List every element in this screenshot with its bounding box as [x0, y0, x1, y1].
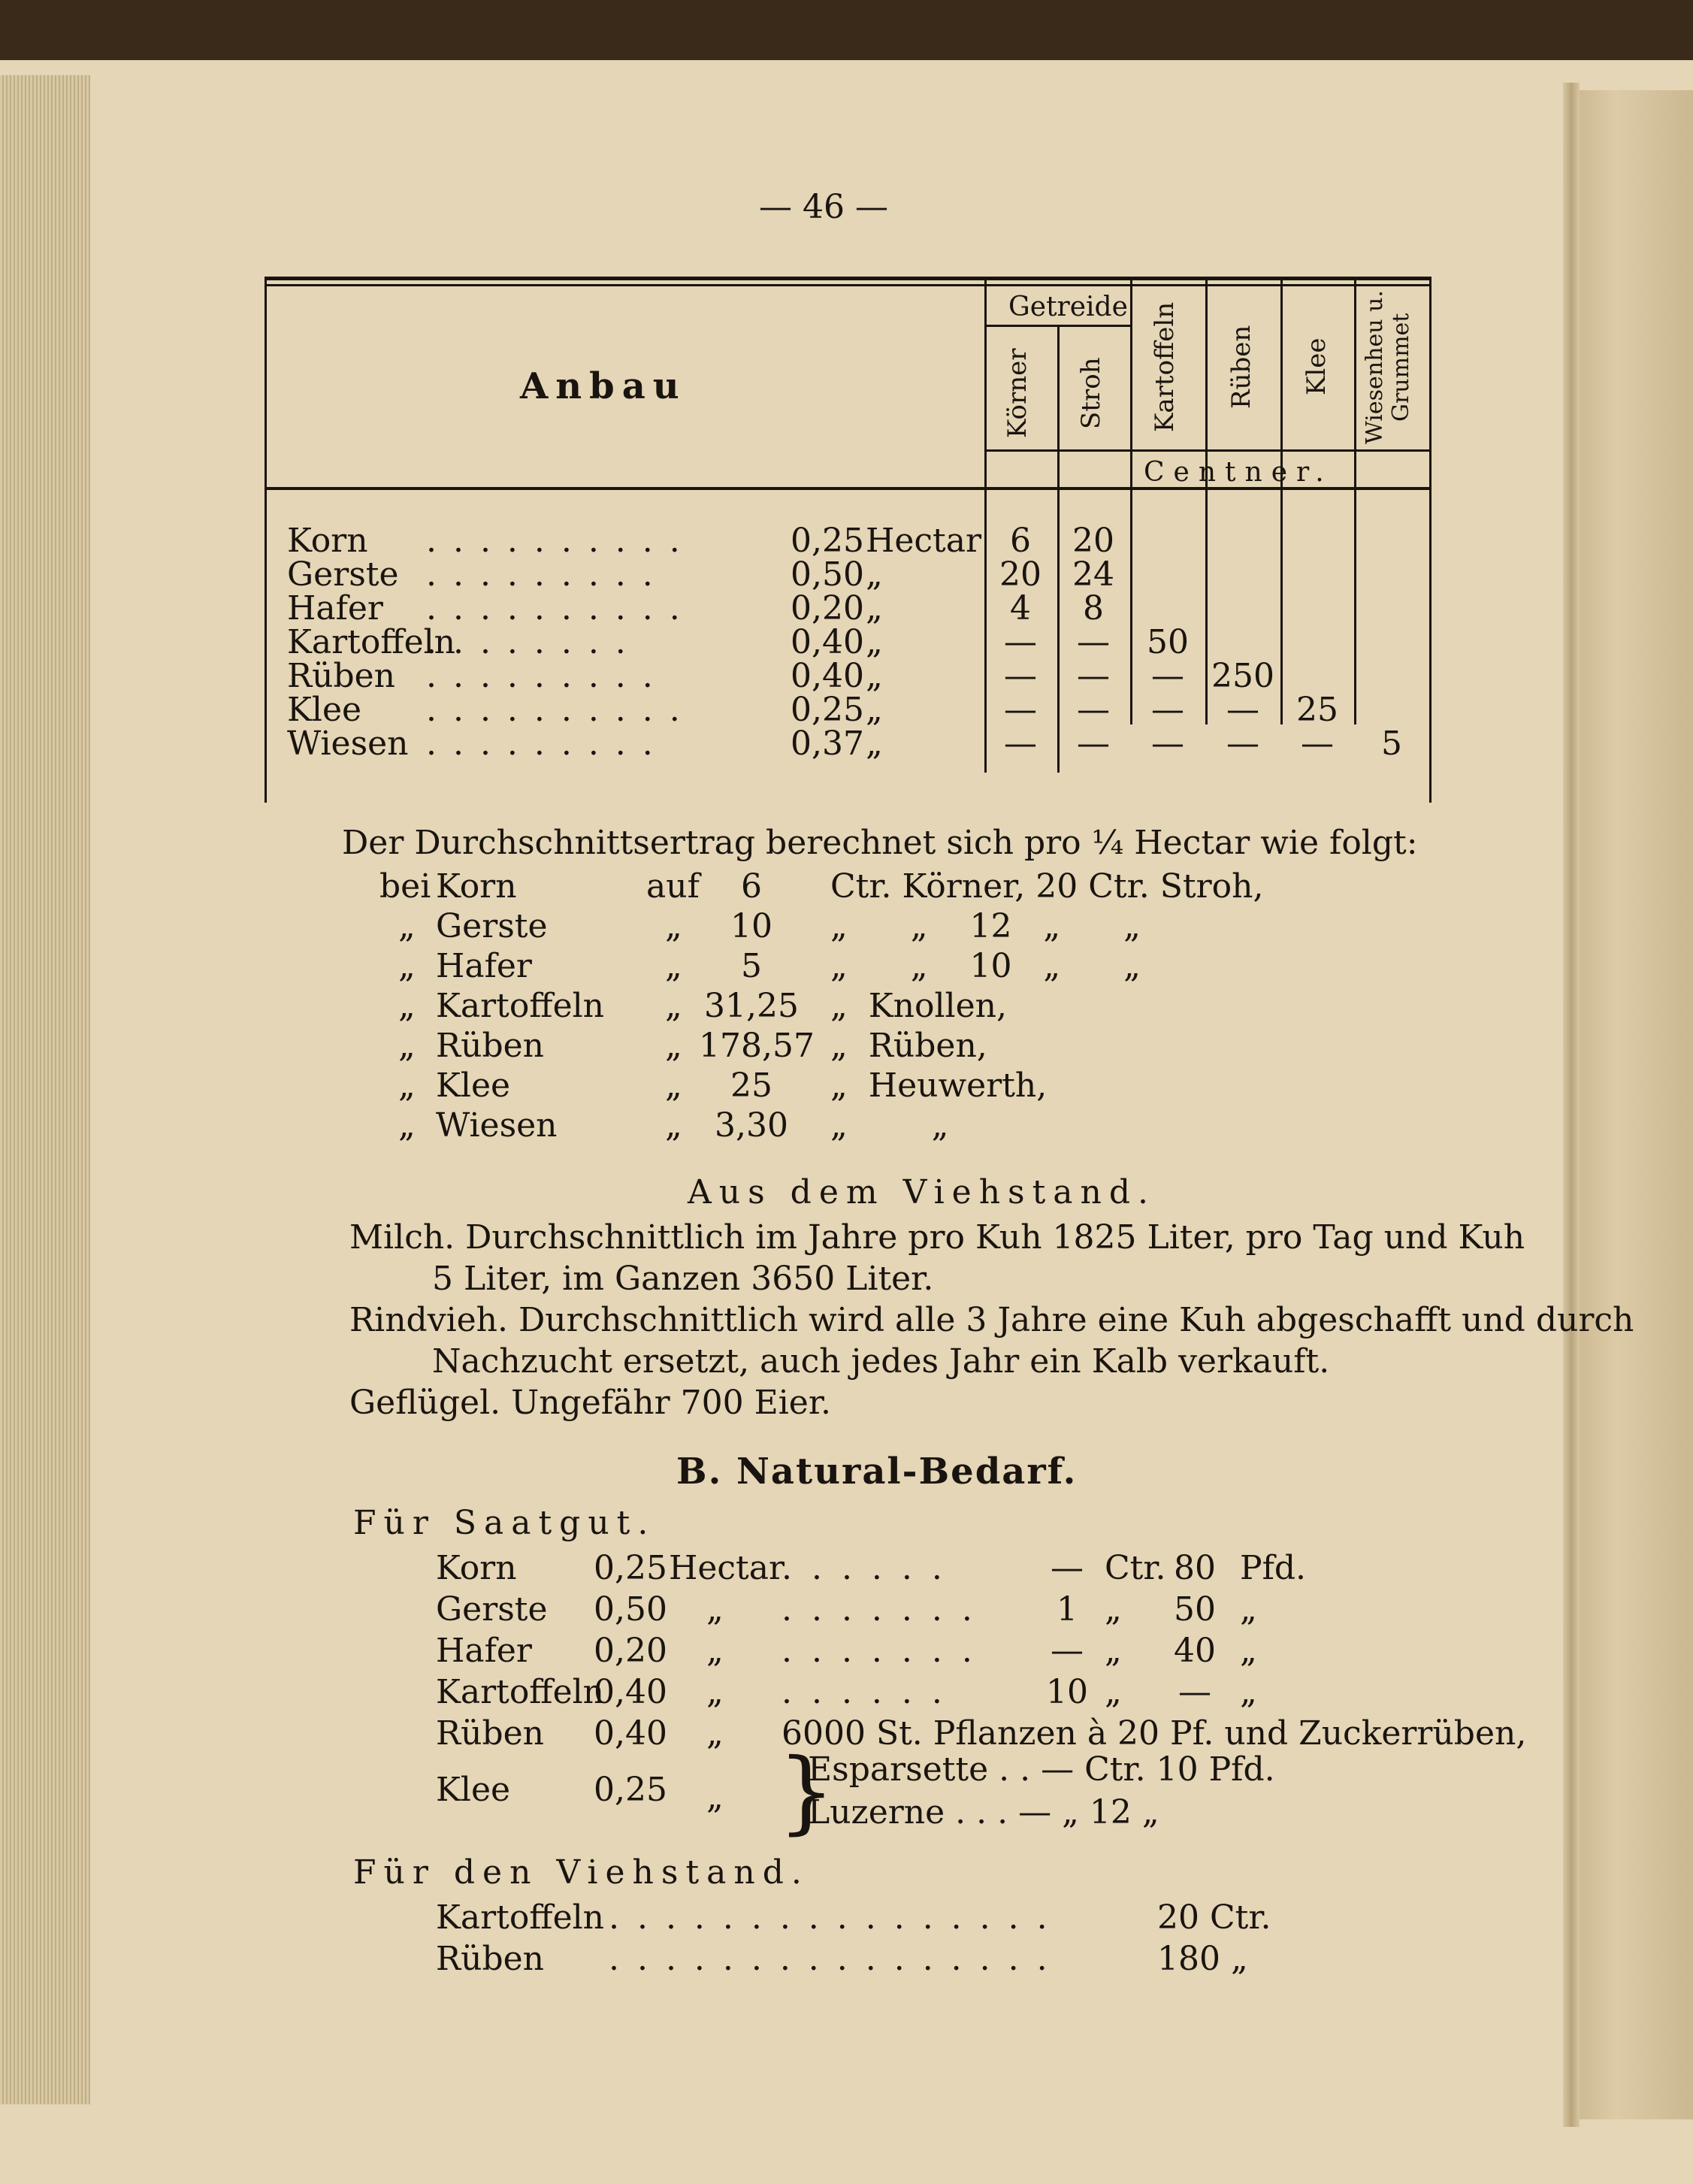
table-cell: 8	[1083, 589, 1104, 628]
avg-crop: Gerste	[436, 907, 548, 945]
avg-rest: „ „	[830, 1106, 949, 1145]
table-cell: 20	[1072, 522, 1114, 560]
table-cell: 24	[1072, 555, 1114, 594]
saatgut-heading: Für Saatgut.	[353, 1504, 656, 1542]
table-row-area: 0,25	[791, 691, 864, 729]
brace: }	[778, 1740, 836, 1844]
table-cell: —	[1151, 724, 1184, 763]
page-stack-right	[1565, 90, 1693, 2119]
table-row-crop: Klee	[287, 691, 362, 729]
table-row-area: 0,37	[791, 724, 864, 763]
table-cell: —	[1004, 657, 1037, 695]
avg-auf: „	[665, 987, 682, 1025]
table-row-crop: Korn	[287, 522, 368, 560]
avg-pre: „	[398, 947, 416, 985]
saat-pfd-val: —	[1178, 1673, 1211, 1711]
table-row-unit: Hectar	[866, 522, 981, 560]
table-cell: 6	[1010, 522, 1031, 560]
avg-auf: „	[665, 1027, 682, 1065]
saat-pfd-unit: Pfd.	[1240, 1549, 1307, 1587]
saat-pfd-unit: „	[1240, 1590, 1257, 1629]
saat-dots: . . . . . .	[782, 1549, 947, 1587]
table-cell: —	[1226, 724, 1259, 763]
group-header-getreide: Getreide	[1008, 292, 1128, 322]
avg-value: 25	[730, 1066, 772, 1105]
col-head-kartoffeln: Kartoffeln	[1150, 301, 1180, 432]
saat-crop: Gerste	[436, 1590, 548, 1629]
page-stack-left	[0, 75, 90, 2104]
saat-unit: Hectar	[669, 1549, 785, 1587]
saat-ctr-unit: „	[1105, 1673, 1122, 1711]
table-row-area: 0,20	[791, 589, 864, 628]
table-row-area: 0,40	[791, 623, 864, 661]
table-cell: —	[1004, 724, 1037, 763]
avg-intro: Der Durchschnittsertrag berechnet sich pro ¼ Hectar wie folgt:	[342, 824, 1418, 862]
avg-crop: Klee	[436, 1066, 511, 1105]
table-row-dots: . . . . . . . .	[426, 623, 629, 661]
klee-area: 0,25	[594, 1771, 667, 1809]
unit-row-centner: Centner.	[1144, 457, 1333, 488]
table-cell: —	[1077, 691, 1110, 729]
table-cell: 4	[1010, 589, 1031, 628]
section-b-title: B. Natural-Bedarf.	[676, 1450, 1078, 1493]
avg-crop: Wiesen	[436, 1106, 558, 1145]
saat-area: 0,20	[594, 1632, 667, 1670]
avg-rest: „ Knollen,	[830, 987, 1007, 1025]
avg-value: 31,25	[704, 987, 799, 1025]
avg-value: 3,30	[715, 1106, 788, 1145]
saat-unit: „	[706, 1714, 724, 1753]
vieh-dots: . . . . . . . . . . . . . . . .	[609, 1898, 1051, 1937]
avg-crop: Kartoffeln	[436, 987, 605, 1025]
avg-value: 5	[741, 947, 762, 985]
gefluegel-line: Geflügel. Ungefähr 700 Eier.	[349, 1384, 832, 1422]
avg-rest: „ Rüben,	[830, 1027, 987, 1065]
viehstand-heading: Für den Viehstand.	[353, 1853, 809, 1892]
col-head-stroh: Stroh	[1076, 357, 1106, 429]
table-cell: —	[1077, 657, 1110, 695]
table-cell: 50	[1147, 623, 1189, 661]
avg-pre: „	[398, 907, 416, 945]
avg-pre: bei	[379, 867, 431, 906]
avg-pre: „	[398, 987, 416, 1025]
table-cell: 250	[1211, 657, 1274, 695]
saat-pfd-val: 40	[1174, 1632, 1216, 1670]
klee-esparsette: Esparsette . . — Ctr. 10 Pfd.	[808, 1750, 1275, 1789]
avg-auf: „	[665, 907, 682, 945]
table-row-area: 0,40	[791, 657, 864, 695]
vieh-heading: Aus dem Viehstand.	[688, 1173, 1156, 1211]
avg-rest: „ „ 12 „ „	[830, 907, 1141, 945]
table-cell: 20	[999, 555, 1041, 594]
vieh-crop: Rüben	[436, 1940, 545, 1978]
saat-area: 0,50	[594, 1590, 667, 1629]
table-row-header: Anbau	[520, 365, 687, 407]
avg-pre: „	[398, 1027, 416, 1065]
avg-auf: „	[665, 1066, 682, 1105]
saat-unit: „	[706, 1673, 724, 1711]
klee-luzerne: Luzerne . . . — „ 12 „	[808, 1793, 1159, 1832]
table-row-dots: . . . . . . . . . .	[426, 589, 683, 628]
vieh-value: 20 Ctr.	[1157, 1898, 1271, 1937]
vieh-dots: . . . . . . . . . . . . . . . .	[609, 1940, 1051, 1978]
saat-area: 0,40	[594, 1714, 667, 1753]
table-cell: —	[1077, 724, 1110, 763]
saat-dots: . . . . . . .	[782, 1632, 977, 1670]
saat-unit: „	[706, 1632, 724, 1670]
table-row-unit: „	[866, 623, 883, 661]
saat-text: 6000 St. Pflanzen à 20 Pf. und Zuckerrüben,	[782, 1714, 1527, 1753]
table-cell: —	[1151, 657, 1184, 695]
saat-crop: Korn	[436, 1549, 517, 1587]
table-row-unit: „	[866, 691, 883, 729]
avg-rest: „ Heuwerth,	[830, 1066, 1048, 1105]
page-number: — 46 —	[759, 188, 888, 226]
avg-rest: „ „ 10 „ „	[830, 947, 1141, 985]
table-cell: —	[1151, 691, 1184, 729]
table-row-unit: „	[866, 724, 883, 763]
milch-line-1: Milch. Durchschnittlich im Jahre pro Kuh 1825 Liter, pro Tag und Kuh	[349, 1218, 1525, 1257]
table-row-dots: . . . . . . . . . .	[426, 522, 683, 560]
table-row-dots: . . . . . . . . .	[426, 555, 656, 594]
col-head-rueben: Rüben	[1226, 325, 1256, 409]
table-cell: —	[1004, 623, 1037, 661]
klee-unit: „	[706, 1778, 724, 1816]
table-row-crop: Kartoffeln	[287, 623, 456, 661]
table-row-unit: „	[866, 555, 883, 594]
table-row-unit: „	[866, 589, 883, 628]
milch-line-2: 5 Liter, im Ganzen 3650 Liter.	[432, 1260, 934, 1298]
avg-crop: Hafer	[436, 947, 532, 985]
avg-value: 6	[741, 867, 762, 906]
page-gutter	[1563, 83, 1580, 2127]
table-row-crop: Wiesen	[287, 724, 409, 763]
rind-line-1: Rindvieh. Durchschnittlich wird alle 3 Jahre eine Kuh abgeschafft und durch	[349, 1301, 1634, 1339]
col-head-wiesenheu: Wiesenheu u. Grummet	[1362, 290, 1414, 445]
avg-auf: „	[665, 1106, 682, 1145]
yield-table	[265, 277, 1431, 803]
avg-value: 10	[730, 907, 772, 945]
saat-area: 0,40	[594, 1673, 667, 1711]
saat-ctr-val: 10	[1046, 1673, 1088, 1711]
avg-pre: „	[398, 1066, 416, 1105]
col-head-klee: Klee	[1301, 337, 1332, 396]
avg-rest: Ctr. Körner, 20 Ctr. Stroh,	[830, 867, 1264, 906]
rind-line-2: Nachzucht ersetzt, auch jedes Jahr ein Kalb verkauft.	[432, 1342, 1330, 1381]
avg-crop: Rüben	[436, 1027, 545, 1065]
table-row-unit: „	[866, 657, 883, 695]
table-cell: —	[1077, 623, 1110, 661]
saat-crop: Rüben	[436, 1714, 545, 1753]
saat-dots: . . . . . .	[782, 1673, 947, 1711]
saat-ctr-val: 1	[1057, 1590, 1078, 1629]
saat-area: 0,25	[594, 1549, 667, 1587]
table-row-area: 0,25	[791, 522, 864, 560]
table-row-dots: . . . . . . . . . .	[426, 691, 683, 729]
table-row-dots: . . . . . . . . .	[426, 724, 656, 763]
col-head-koerner: Körner	[1002, 348, 1032, 438]
avg-auf: „	[665, 947, 682, 985]
saat-pfd-val: 80	[1174, 1549, 1216, 1587]
table-cell: 5	[1381, 724, 1402, 763]
table-row-area: 0,50	[791, 555, 864, 594]
saat-ctr-val: —	[1051, 1549, 1084, 1587]
saat-pfd-unit: „	[1240, 1673, 1257, 1711]
table-cell: —	[1004, 691, 1037, 729]
vieh-crop: Kartoffeln	[436, 1898, 605, 1937]
table-cell: —	[1226, 691, 1259, 729]
saat-ctr-unit: „	[1105, 1590, 1122, 1629]
saat-pfd-unit: „	[1240, 1632, 1257, 1670]
vieh-value: 180 „	[1157, 1940, 1248, 1978]
saat-ctr-unit: Ctr.	[1105, 1549, 1166, 1587]
saat-pfd-val: 50	[1174, 1590, 1216, 1629]
table-cell: —	[1301, 724, 1334, 763]
table-row-crop: Gerste	[287, 555, 399, 594]
avg-value: 178,57	[699, 1027, 815, 1065]
saat-ctr-unit: „	[1105, 1632, 1122, 1670]
saat-crop: Hafer	[436, 1632, 532, 1670]
klee-crop: Klee	[436, 1771, 511, 1809]
saat-ctr-val: —	[1051, 1632, 1084, 1670]
table-cell: 25	[1296, 691, 1338, 729]
avg-pre: „	[398, 1106, 416, 1145]
saat-unit: „	[706, 1590, 724, 1629]
table-row-crop: Hafer	[287, 589, 383, 628]
avg-crop: Korn	[436, 867, 517, 906]
saat-dots: . . . . . . .	[782, 1590, 977, 1629]
table-row-crop: Rüben	[287, 657, 396, 695]
saat-crop: Kartoffeln	[436, 1673, 605, 1711]
table-row-dots: . . . . . . . . .	[426, 657, 656, 695]
avg-auf: auf	[646, 867, 700, 906]
